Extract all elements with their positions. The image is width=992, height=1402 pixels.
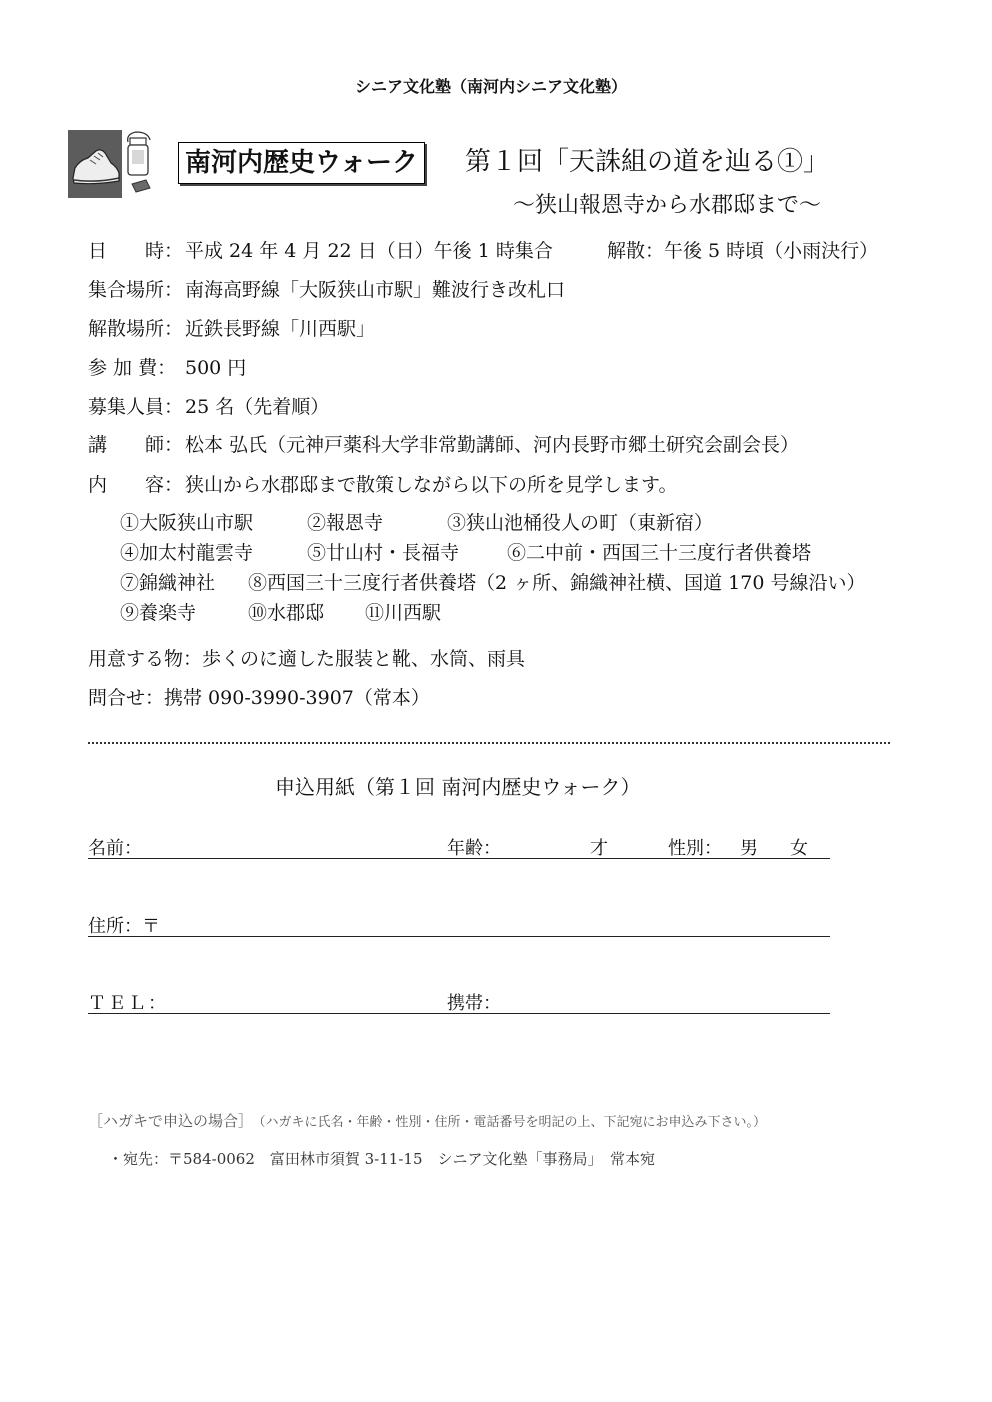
detail-value: 松本 弘氏（元神戸薬科大学非常勤講師、河内長野市郷土研究会副会長） bbox=[185, 434, 800, 456]
stop-item: ⑦錦織神社 bbox=[120, 572, 216, 594]
name-field-label: 名前： bbox=[88, 838, 142, 859]
gender-option-male: 男 bbox=[740, 838, 758, 859]
postcard-heading: ［ハガキで申込の場合］ bbox=[88, 1112, 254, 1130]
stop-item: ⑨養楽寺 bbox=[120, 602, 197, 624]
detail-label: 内 容： bbox=[88, 474, 184, 496]
detail-row-capacity bbox=[88, 398, 329, 417]
detail-value: 平成 24 年 4 月 22 日（日）午後 1 時集合 bbox=[185, 240, 553, 262]
contact-value: 携帯 090-3990-3907（常本） bbox=[164, 687, 430, 709]
detail-label: 参 加 費： bbox=[88, 357, 177, 379]
detail-label: 日 時： bbox=[88, 240, 184, 262]
stop-item: ⑧西国三十三度行者供養塔（2 ヶ所、錦織神社横、国道 170 号線沿い） bbox=[248, 572, 866, 594]
stop-item: ①大阪狭山市駅 bbox=[120, 512, 254, 534]
stop-item: ③狭山池桶役人の町（東新宿） bbox=[447, 512, 714, 534]
tel-mobile-underline bbox=[88, 1013, 830, 1014]
detail-row-lecturer bbox=[88, 436, 799, 455]
detail-value: 500 円 bbox=[185, 357, 247, 379]
detail-label: 講 師： bbox=[88, 434, 184, 456]
detail-row-content bbox=[88, 476, 677, 495]
walking-shoe-icon bbox=[68, 130, 122, 198]
mobile-field-label: 携帯： bbox=[447, 993, 501, 1014]
detail-value: 狭山から水郡邸まで散策しながら以下の所を見学します。 bbox=[185, 474, 678, 496]
detail-value: 25 名（先着順） bbox=[185, 396, 330, 418]
address-field-label: 住所：〒 bbox=[88, 916, 160, 937]
series-title-box: 南河内歴史ウォーク bbox=[178, 142, 425, 184]
stop-item: ④加太村龍雲寺 bbox=[120, 542, 254, 564]
detail-label: 集合場所： bbox=[88, 279, 184, 301]
bring-value: 歩くのに適した服装と靴、水筒、雨具 bbox=[202, 648, 526, 670]
dotted-cut-line bbox=[88, 742, 890, 744]
detail-row-fee bbox=[88, 359, 246, 378]
address-underline bbox=[88, 936, 830, 937]
detail-row-datetime bbox=[88, 242, 553, 261]
stop-item: ⑤廿山村・長福寺 bbox=[307, 542, 460, 564]
water-bottle-icon bbox=[128, 132, 150, 192]
tel-field-label: ＴＥＬ： bbox=[88, 993, 168, 1014]
application-form-title: 申込用紙（第１回 南河内歴史ウォーク） bbox=[275, 775, 641, 799]
stop-item: ②報恩寺 bbox=[307, 512, 384, 534]
postcard-instructions bbox=[88, 1113, 766, 1129]
gender-field-label: 性別： bbox=[668, 838, 722, 859]
detail-value: 近鉄長野線「川西駅」 bbox=[185, 318, 376, 340]
items-to-bring bbox=[88, 650, 525, 669]
contact-info bbox=[88, 689, 430, 708]
stop-item: ⑥二中前・西国三十三度行者供養塔 bbox=[507, 542, 812, 564]
detail-label: 解散場所： bbox=[88, 318, 184, 340]
walking-gear-illustration bbox=[66, 128, 158, 202]
age-unit: 才 bbox=[590, 838, 608, 859]
bring-label: 用意する物： bbox=[88, 648, 203, 670]
detail-row-dismissal-place bbox=[88, 320, 375, 339]
name-age-gender-underline bbox=[88, 858, 830, 859]
stop-item: ⑪川西駅 bbox=[365, 602, 442, 624]
stop-item: ⑩水郡邸 bbox=[248, 602, 325, 624]
detail-row-meeting-place bbox=[88, 281, 565, 300]
postcard-note: （ハガキに氏名・年齢・性別・住所・電話番号を明記の上、下記宛にお申込み下さい。） bbox=[259, 1115, 767, 1130]
contact-label: 問合せ： bbox=[88, 687, 165, 709]
gender-option-female: 女 bbox=[790, 838, 808, 859]
episode-title: 第１回「天誅組の道を辿る①」 bbox=[465, 147, 830, 177]
postcard-address: ・宛先：〒584-0062 富田林市須賀 3-11-15 シニア文化塾「事務局」 常本宛 bbox=[108, 1150, 655, 1168]
dismissal-time: 解散：午後 5 時頃（小雨決行） bbox=[607, 240, 879, 262]
detail-label: 募集人員： bbox=[88, 396, 184, 418]
organization-header: シニア文化塾（南河内シニア文化塾） bbox=[355, 77, 628, 96]
episode-subtitle: ～狭山報恩寺から水郡邸まで～ bbox=[513, 193, 822, 218]
detail-value: 南海高野線「大阪狭山市駅」難波行き改札口 bbox=[185, 279, 566, 301]
age-field-label: 年齢： bbox=[447, 838, 501, 859]
